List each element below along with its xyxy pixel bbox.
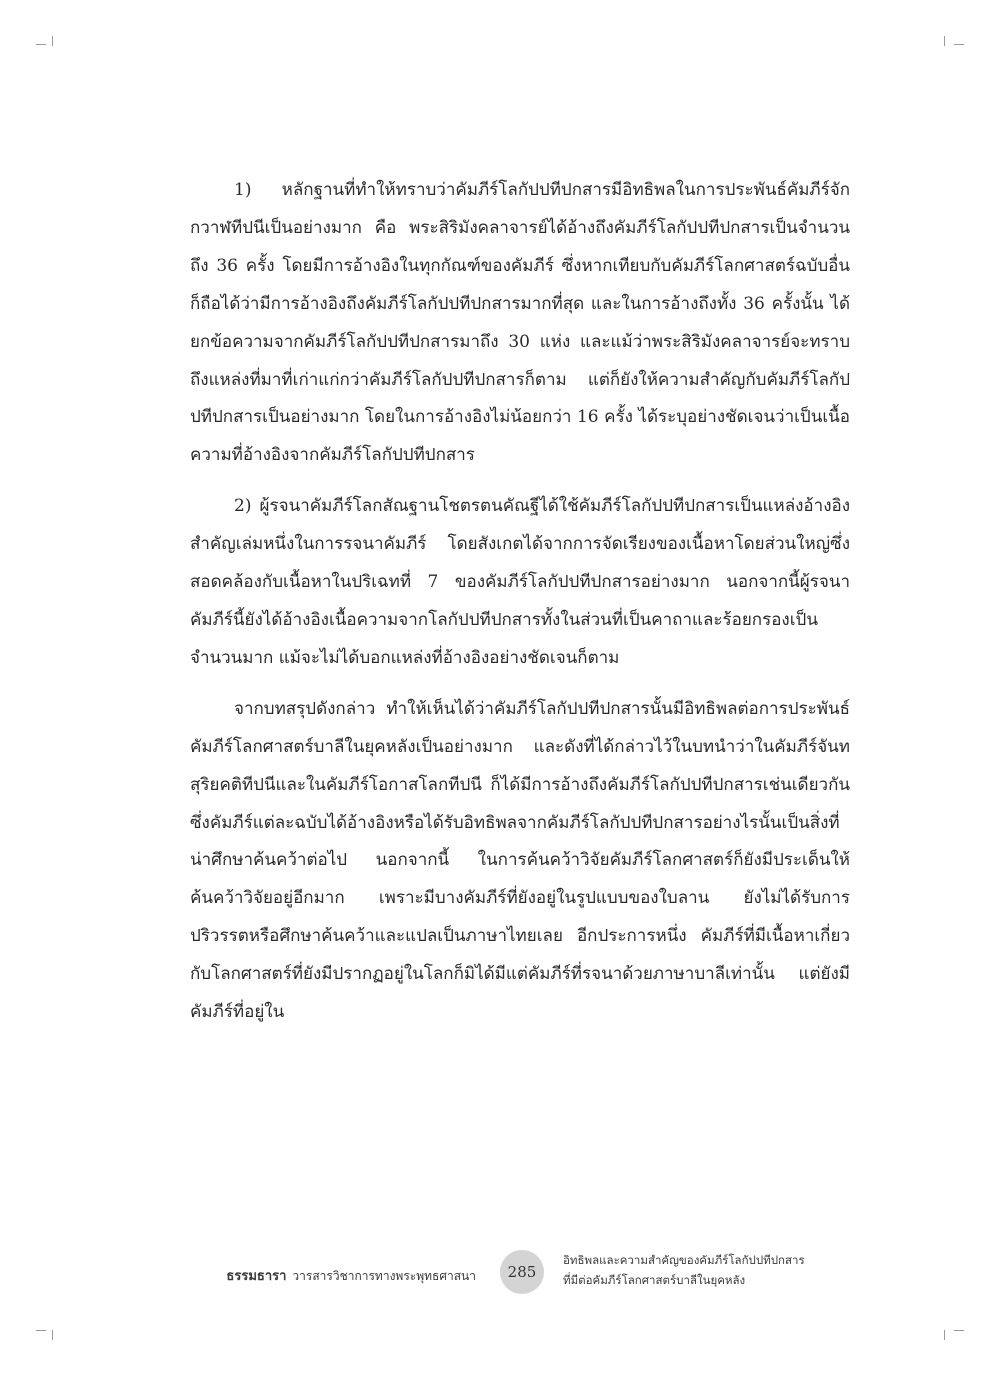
- crop-mark: [944, 36, 945, 46]
- crop-mark: [36, 44, 46, 45]
- article-title-line: ที่มีต่อคัมภีร์โลกศาสตร์บาลีในยุคหลัง: [563, 1273, 746, 1287]
- article-title: [563, 1250, 893, 1290]
- paragraph: 2) ผู้รจนาคัมภีร์โลกสัณฐานโชตรตนคัณฐีได้ใช้คัมภีร์โลกัปปทีปกสารเป็นแหล่งอ้างอิงสำคัญเล่มหนึ่งในการรจนาคัมภีร์ โดยสังเกตได้จากการจัดเรียงของเนื้อหาโดยส่วนใหญ่ซึ่งสอดคล้องกับเนื้อหาในปริเฉทที่ 7 ของคัมภีร์โลกัปปทีปกสารอย่างมาก นอกจากนี้ผู้รจนาคัมภีร์นี้ยังได้อ้างอิงเนื้อความจากโลกัปปทีปกสารทั้งในส่วนที่เป็นคาถาและร้อยกรองเป็นจำนวนมาก แม้จะไม่ได้บอกแหล่งที่อ้างอิงอย่างชัดเจนก็ตาม: [190, 496, 850, 668]
- journal-label: [226, 1265, 476, 1286]
- journal-subtitle: วารสารวิชาการทางพระพุทธศาสนา: [292, 1269, 476, 1283]
- paragraph: จากบทสรุปดังกล่าว ทำให้เห็นได้ว่าคัมภีร์โลกัปปทีปกสารนั้นมีอิทธิพลต่อการประพันธ์คัมภีร์โลกศาสตร์บาลีในยุคหลังเป็นอย่างมาก และดังที่ได้กล่าวไว้ในบทนำว่าในคัมภีร์จันทสุริยคติทีปนีและในคัมภีร์โอกาสโลกทีปนี ก็ได้มีการอ้างถึงคัมภีร์โลกัปปทีปกสารเช่นเดียวกัน ซึ่งคัมภีร์แต่ละฉบับได้อ้างอิงหรือได้รับอิทธิพลจากคัมภีร์โลกัปปทีปกสารอย่างไรนั้นเป็นสิ่งที่น่าศึกษาค้นคว้าต่อไป นอกจากนี้ ในการค้นคว้าวิจัยคัมภีร์โลกศาสตร์ก็ยังมีประเด็นให้ค้นคว้าวิจัยอยู่อีกมาก เพราะมีบางคัมภีร์ที่ยังอยู่ในรูปแบบของใบลาน ยังไม่ได้รับการปริวรรตหรือศึกษาค้นคว้าและแปลเป็นภาษาไทยเลย อีกประการหนึ่ง คัมภีร์ที่มีเนื้อหาเกี่ยวกับโลกศาสตร์ที่ยังมีปรากฏอยู่ในโลกก็มิได้มีแต่คัมภีร์ที่รจนาด้วยภาษาบาลีเท่านั้น แต่ยังมีคัมภีร์ที่อยู่ใน: [190, 698, 850, 1023]
- crop-mark: [52, 1330, 53, 1340]
- page-body: [190, 172, 850, 1045]
- journal-name: ธรรมธารา: [226, 1269, 287, 1284]
- crop-mark: [954, 44, 964, 45]
- page-footer: [0, 1240, 1000, 1300]
- page-number: 285: [500, 1250, 544, 1294]
- crop-mark: [954, 1330, 964, 1331]
- paragraph: 1) หลักฐานที่ทำให้ทราบว่าคัมภีร์โลกัปปทีปกสารมีอิทธิพลในการประพันธ์คัมภีร์จักกวาฬทีปนีเป็นอย่างมาก คือ พระสิริมังคลาจารย์ได้อ้างถึงคัมภีร์โลกัปปทีปกสารเป็นจำนวนถึง 36 ครั้ง โดยมีการอ้างอิงในทุกกัณฑ์ของคัมภีร์ ซึ่งหากเทียบกับคัมภีร์โลกศาสตร์ฉบับอื่นก็ถือได้ว่ามีการอ้างอิงถึงคัมภีร์โลกัปปทีปกสารมากที่สุด และในการอ้างถึงทั้ง 36 ครั้งนั้น ได้ยกข้อความจากคัมภีร์โลกัปปทีปกสารมาถึง 30 แห่ง และแม้ว่าพระสิริมังคลาจารย์จะทราบถึงแหล่งที่มาที่เก่าแก่กว่าคัมภีร์โลกัปปทีปกสารก็ตาม แต่ก็ยังให้ความสำคัญกับคัมภีร์โลกัปปทีปกสารเป็นอย่างมาก โดยในการอ้างอิงไม่น้อยกว่า 16 ครั้ง ได้ระบุอย่างชัดเจนว่าเป็นเนื้อความที่อ้างอิงจากคัมภีร์โลกัปปทีปกสาร: [190, 180, 850, 466]
- crop-mark: [52, 36, 53, 46]
- crop-mark: [36, 1330, 46, 1331]
- crop-mark: [944, 1330, 945, 1340]
- article-title-line: อิทธิพลและความสำคัญของคัมภีร์โลกัปปทีปกสาร: [563, 1253, 805, 1267]
